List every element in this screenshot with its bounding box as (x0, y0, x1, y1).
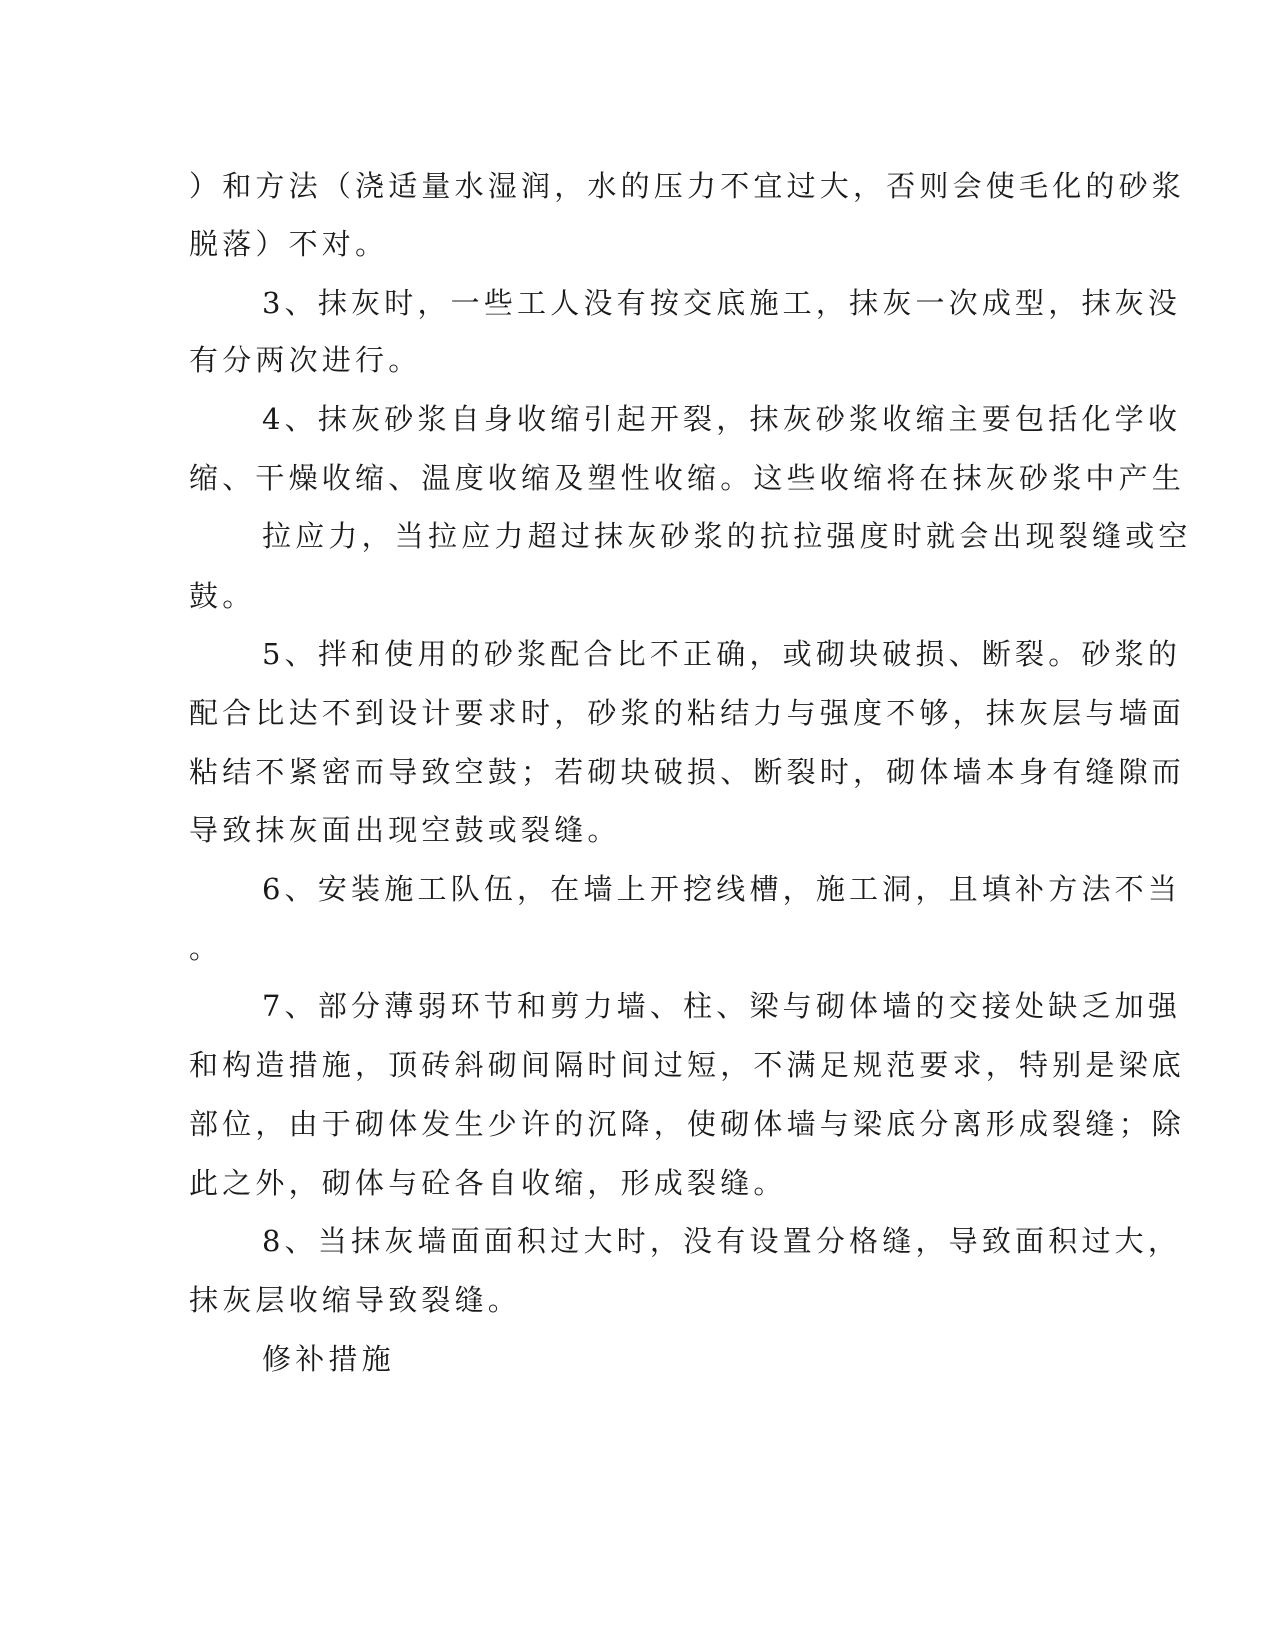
text-line: 3、抹灰时，一些工人没有按交底施工，抹灰一次成型，抹灰没 (262, 286, 1182, 320)
text-line: 配合比达不到设计要求时，砂浆的粘结力与强度不够，抹灰层与墙面 (189, 696, 1186, 730)
text-line: 脱落）不对。 (189, 227, 389, 261)
text-line: 此之外，砌体与砼各自收缩，形成裂缝。 (189, 1166, 787, 1200)
text-line: 有分两次进行。 (189, 343, 422, 377)
section-heading: 修补措施 (262, 1342, 395, 1376)
text-line: 部位，由于砌体发生少许的沉降，使砌体墙与梁底分离形成裂缝；除 (189, 1107, 1186, 1141)
text-line: 7、部分薄弱环节和剪力墙、柱、梁与砌体墙的交接处缺乏加强 (262, 989, 1182, 1023)
text-line: 抹灰层收缩导致裂缝。 (189, 1283, 522, 1317)
text-line: 粘结不紧密而导致空鼓；若砌块破损、断裂时，砌体墙本身有缝隙而 (189, 755, 1186, 789)
text-line: ）和方法（浇适量水湿润，水的压力不宜过大，否则会使毛化的砂浆 (189, 169, 1186, 203)
text-line: 鼓。 (189, 579, 256, 613)
text-line: 8、当抹灰墙面面积过大时，没有设置分格缝，导致面积过大， (262, 1224, 1182, 1258)
text-line: 和构造措施，顶砖斜砌间隔时间过短，不满足规范要求，特别是梁底 (189, 1048, 1186, 1082)
text-line: 拉应力，当拉应力超过抹灰砂浆的抗拉强度时就会出现裂缝或空 (262, 519, 1192, 553)
text-line: 5、拌和使用的砂浆配合比不正确，或砌块破损、断裂。砂浆的 (262, 637, 1182, 671)
text-line: 4、抹灰砂浆自身收缩引起开裂，抹灰砂浆收缩主要包括化学收 (262, 402, 1182, 436)
text-line: 6、安装施工队伍，在墙上开挖线槽，施工洞，且填补方法不当 (262, 872, 1182, 906)
text-line: 缩、干燥收缩、温度收缩及塑性收缩。这些收缩将在抹灰砂浆中产生 (189, 461, 1186, 495)
text-line: 导致抹灰面出现空鼓或裂缝。 (189, 813, 621, 847)
text-line: 。 (189, 931, 223, 965)
